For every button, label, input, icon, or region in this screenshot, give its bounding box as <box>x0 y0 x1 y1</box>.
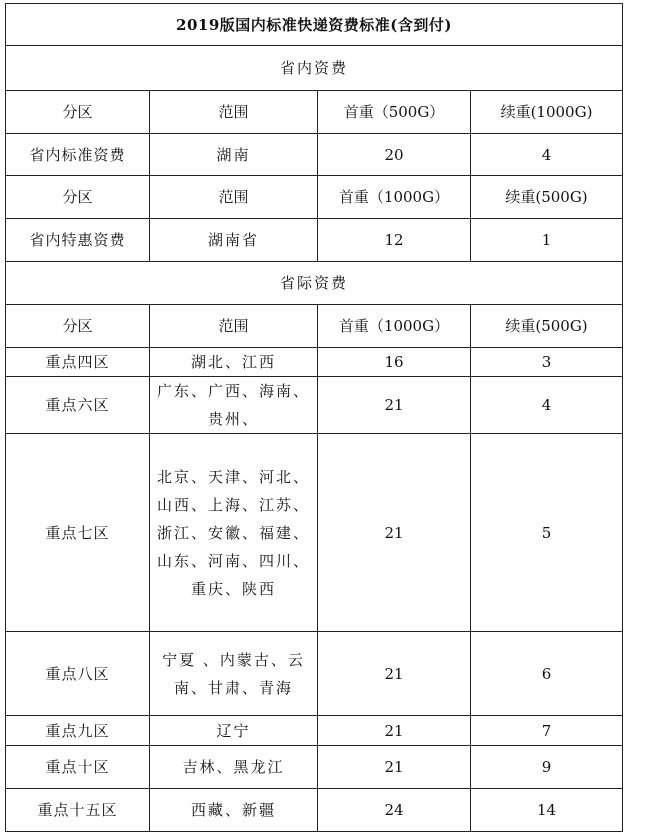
table-row <box>6 434 623 632</box>
scope-cell: 湖北、江西 <box>150 348 318 377</box>
table-row <box>6 219 623 262</box>
header-extra-weight: 续重(500G) <box>471 176 623 219</box>
table-row <box>6 632 623 716</box>
extra-weight-cell: 5 <box>471 434 623 632</box>
header-first-weight: 首重（500G） <box>318 91 471 134</box>
zone-cell: 重点六区 <box>6 377 150 434</box>
extra-weight-cell: 14 <box>471 789 623 832</box>
table-row <box>6 377 623 434</box>
extra-weight-cell: 9 <box>471 746 623 789</box>
first-weight-cell: 21 <box>318 746 471 789</box>
extra-weight-cell: 3 <box>471 348 623 377</box>
header-first-weight: 首重（1000G） <box>318 305 471 348</box>
header-extra-weight: 续重(1000G) <box>471 91 623 134</box>
first-weight-cell: 24 <box>318 789 471 832</box>
scope-cell: 湖南 <box>150 134 318 176</box>
header-row <box>6 305 623 348</box>
header-extra-weight: 续重(500G) <box>471 305 623 348</box>
zone-cell: 省内特惠资费 <box>6 219 150 262</box>
table-row <box>6 789 623 832</box>
extra-weight-cell: 6 <box>471 632 623 716</box>
header-row <box>6 176 623 219</box>
first-weight-cell: 20 <box>318 134 471 176</box>
header-zone: 分区 <box>6 91 150 134</box>
first-weight-cell: 16 <box>318 348 471 377</box>
scope-cell: 北京、天津、河北、山西、上海、江苏、浙江、安徽、福建、山东、河南、四川、重庆、陕西 <box>150 434 318 632</box>
scope-cell: 辽宁 <box>150 716 318 746</box>
first-weight-cell: 21 <box>318 716 471 746</box>
first-weight-cell: 21 <box>318 632 471 716</box>
section-row-in-province <box>6 46 623 91</box>
zone-cell: 省内标准资费 <box>6 134 150 176</box>
table-row <box>6 746 623 789</box>
zone-cell: 重点四区 <box>6 348 150 377</box>
header-first-weight: 首重（1000G） <box>318 176 471 219</box>
scope-cell: 湖南省 <box>150 219 318 262</box>
section-row-inter-province <box>6 262 623 305</box>
scope-cell: 宁夏 、内蒙古、云南、甘肃、青海 <box>150 632 318 716</box>
header-zone: 分区 <box>6 305 150 348</box>
zone-cell: 重点七区 <box>6 434 150 632</box>
table-title: 2019版国内标准快递资费标准(含到付) <box>6 4 623 46</box>
table-row <box>6 716 623 746</box>
section-inter-province: 省际资费 <box>6 262 623 305</box>
first-weight-cell: 12 <box>318 219 471 262</box>
first-weight-cell: 21 <box>318 434 471 632</box>
header-scope: 范围 <box>150 305 318 348</box>
zone-cell: 重点十区 <box>6 746 150 789</box>
table-row <box>6 348 623 377</box>
extra-weight-cell: 4 <box>471 377 623 434</box>
section-in-province: 省内资费 <box>6 46 623 91</box>
scope-cell: 吉林、黑龙江 <box>150 746 318 789</box>
extra-weight-cell: 7 <box>471 716 623 746</box>
extra-weight-cell: 1 <box>471 219 623 262</box>
header-scope: 范围 <box>150 176 318 219</box>
title-row <box>6 4 623 46</box>
header-scope: 范围 <box>150 91 318 134</box>
header-zone: 分区 <box>6 176 150 219</box>
scope-cell: 广东、广西、海南、贵州、 <box>150 377 318 434</box>
header-row <box>6 91 623 134</box>
extra-weight-cell: 4 <box>471 134 623 176</box>
zone-cell: 重点十五区 <box>6 789 150 832</box>
rate-table <box>5 3 623 832</box>
zone-cell: 重点八区 <box>6 632 150 716</box>
zone-cell: 重点九区 <box>6 716 150 746</box>
first-weight-cell: 21 <box>318 377 471 434</box>
scope-cell: 西藏、新疆 <box>150 789 318 832</box>
table-row <box>6 134 623 176</box>
